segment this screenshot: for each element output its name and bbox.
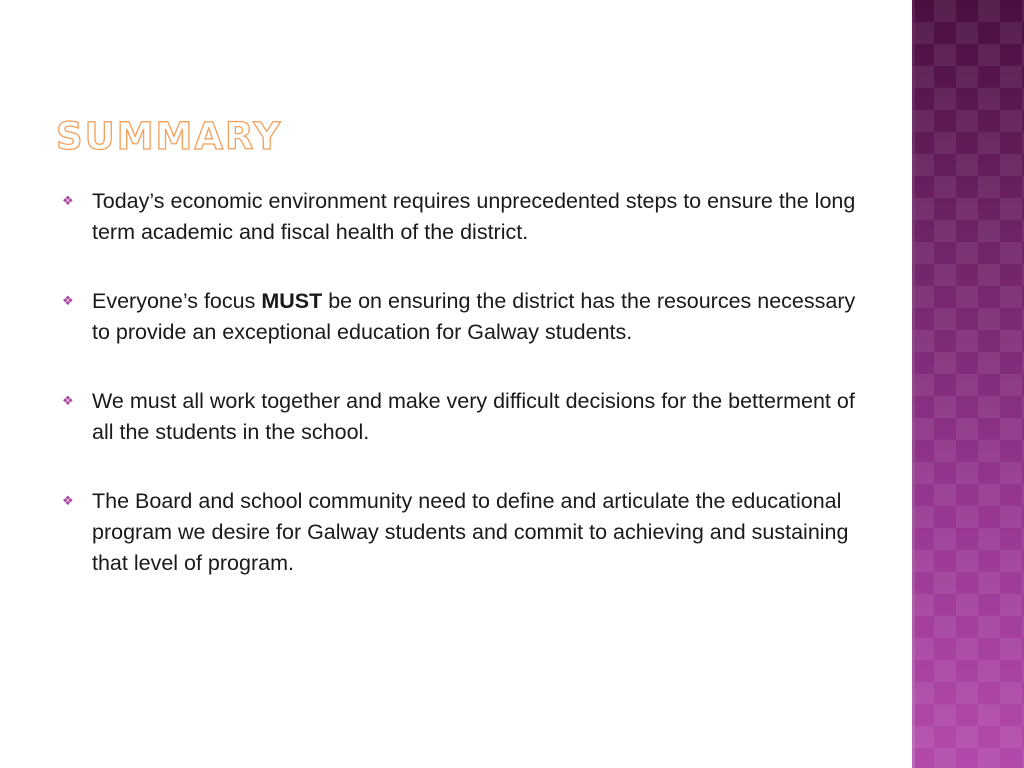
- bullet-item: [62, 486, 862, 579]
- bullet-item: [62, 186, 862, 248]
- bullet-text: Today’s economic environment requires unprecedented steps to ensure the long term academic and fiscal health of the district.: [92, 189, 856, 244]
- bullet-text: The Board and school community need to define and articulate the educational program we desire for Galway students and commit to achieving and sustaining that level of program.: [92, 489, 849, 575]
- bullet-item: [62, 286, 862, 348]
- four-petal-diamond-icon: ❖: [62, 494, 74, 509]
- bullet-text-after: be on ensuring the district has the resources necessary to provide an exceptional education for Galway students.: [92, 289, 856, 344]
- four-petal-diamond-icon: ❖: [62, 194, 74, 209]
- four-petal-diamond-icon: ❖: [62, 294, 74, 309]
- decorative-side-band: [912, 0, 1024, 768]
- slide-title: SUMMARY: [56, 115, 283, 158]
- bullet-item: [62, 386, 862, 448]
- four-petal-diamond-icon: ❖: [62, 394, 74, 409]
- bullet-text-before: Everyone’s focus: [92, 289, 262, 313]
- bullet-text-emphasis: MUST: [261, 289, 323, 313]
- bullet-text: [92, 286, 862, 348]
- bullet-list: [62, 186, 862, 617]
- bullet-text: We must all work together and make very difficult decisions for the betterment of all the students in the school.: [92, 389, 855, 444]
